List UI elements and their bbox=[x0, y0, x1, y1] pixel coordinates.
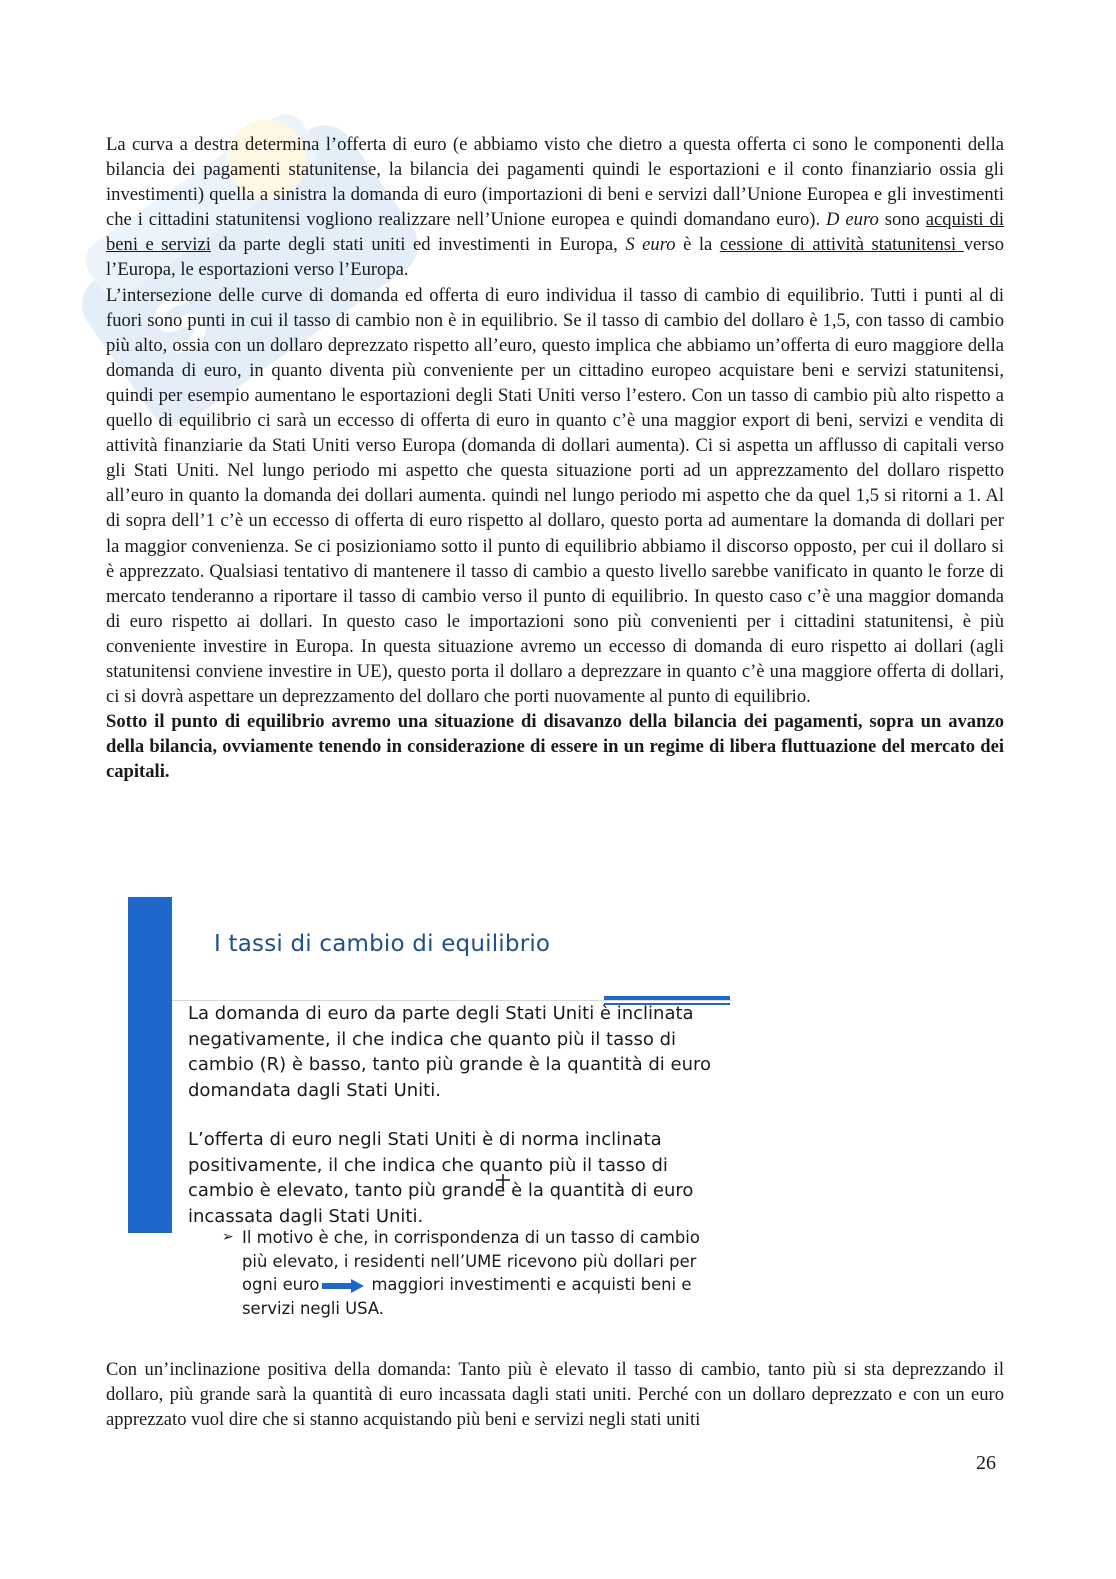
s-euro-term: S euro bbox=[625, 234, 676, 256]
right-arrow-icon bbox=[321, 1279, 365, 1293]
slide-rule-top bbox=[604, 996, 730, 1000]
slide-image bbox=[128, 897, 734, 1327]
svg-text:S: S bbox=[136, 276, 226, 373]
paragraph-1-text-c: da parte degli stati uniti ed investimenti in Europa, bbox=[210, 234, 626, 256]
slide-accent-bar bbox=[128, 897, 172, 1233]
paragraph-1-text-e: verso l’Europa, le esportazioni verso l’Europa. bbox=[106, 234, 1004, 281]
slide-paragraph-2: L’offerta di euro negli Stati Uniti è di norma inclinata positivamente, il che indica che quanto più il tasso di cambio è elevato, tanto più grande è la quantità di euro incassata dagli Stati Uniti. bbox=[188, 1129, 694, 1227]
bottom-text bbox=[106, 1357, 1004, 1432]
bullet-arrow-icon: ➢ bbox=[222, 1229, 234, 1245]
paragraph-1-text-d: è la bbox=[675, 234, 720, 256]
acquisti-underlined: acquisti di beni e servizi bbox=[106, 209, 1004, 256]
paragraph-1-text-b: sono bbox=[878, 209, 926, 231]
slide-title: I tassi di cambio di equilibrio bbox=[214, 931, 551, 957]
paragraph-3-bold: Sotto il punto di equilibrio avremo una situazione di disavanzo della bilancia dei pagamenti, sopra un avanzo della bilancia, ovviamente tenendo in considerazione di essere in un regime di libera fluttuazione del mercato dei capitali. bbox=[106, 711, 1004, 783]
slide-paragraph-1: La domanda di euro da parte degli Stati Uniti è inclinata negativamente, il che indica che quanto più il tasso di cambio (R) è basso, tanto più grande è la quantità di euro domandata dagli Stati Uniti. bbox=[188, 1003, 712, 1101]
paragraph-4: Con un’inclinazione positiva della domanda: Tanto più è elevato il tasso di cambio, tanto più si sta deprezzando il dollaro, più grande sarà la quantità di euro incassata dagli stati uniti. Perché con un dollaro deprezzato e con un euro apprezzato vuol dire che si stanno acquistando più beni e servizi negli stati uniti bbox=[106, 1359, 1004, 1431]
main-text bbox=[106, 132, 1004, 784]
bullet-text bbox=[242, 1226, 712, 1320]
paragraph-1-text-a: La curva a destra determina l’offerta di euro (e abbiamo visto che dietro a questa offerta ci sono le componenti della bilancia dei pagamenti statunitense, la bilancia dei pagamenti quindi le esportazioni e il conto finanziario ossia gli investimenti) quella a sinistra la domanda di euro (importazioni di beni e servizi dall’Unione Europea e gli investimenti che i cittadini statunitensi vogliono realizzare nell’Unione europea e quindi domandano euro). bbox=[106, 134, 1004, 231]
bullet-text-b: maggiori investimenti e acquisti beni e servizi negli USA. bbox=[242, 1275, 692, 1318]
cessione-underlined: cessione di attività statunitensi bbox=[719, 234, 964, 256]
bullet-text-a: Il motivo è che, in corrispondenza di un tasso di cambio più elevato, i residenti nell’UME ricevono più dollari per ogni euro bbox=[242, 1228, 700, 1294]
d-euro-term: D euro bbox=[826, 209, 879, 231]
paragraph-1 bbox=[106, 132, 1004, 283]
page-number: 26 bbox=[976, 1452, 996, 1474]
text-cursor-icon bbox=[494, 1173, 512, 1191]
paragraph-2: L’intersezione delle curve di domanda ed offerta di euro individua il tasso di cambio di equilibrio. Tutti i punti al di fuori sono punti in cui il tasso di cambio non è in equilibrio. Se il tasso di cambio del dollaro è 1,5, con tasso di cambio più alto, ossia con un dollaro deprezzato rispetto all’euro, questo implica che abbiamo un’offerta di euro maggiore della domanda di euro, in quanto diventa più conveniente per un cittadino europeo acquistare beni e servizi statunitensi, quindi per esempio aumentano le esportazioni degli Stati Uniti verso l’estero. Con un tasso di cambio più alto rispetto a quello di equilibrio ci sarà un eccesso di offerta di euro in quanto c’è una maggior export di beni, servizi e vendita di attività finanziarie da Stati Uniti verso Europa (domanda di dollari aumenta). Ci si aspetta un afflusso di capitali verso gli Stati Uniti. Nel lungo periodo mi aspetto che questa situazione porti ad un apprezzamento del dollaro rispetto all’euro in quanto la domanda dei dollari aumenta. quindi nel lungo periodo mi aspetto che da quel 1,5 si ritorni a 1. Al di sopra dell’1 c’è un eccesso di offerta di euro rispetto al dollaro, questo porta ad aumentare la domanda di dollari per la maggior convenienza. Se ci posizioniamo sotto il punto di equilibrio abbiamo il discorso opposto, per cui il dollaro si è apprezzato. Qualsiasi tentativo di mantenere il tasso di cambio a questo livello sarebbe vanificato in quanto le forze di mercato tenderanno a riportare il tasso di cambio verso il punto di equilibrio. In questo caso c’è una maggior domanda di euro rispetto ai dollari. In questo caso le importazioni sono più convenienti per i cittadini statunitensi, è più conveniente investire in Europa. In questa situazione avremo un eccesso di domanda di euro rispetto ai dollari (agli statunitensi conviene investire in UE), questo porta il dollaro a deprezzare in quanto c’è una maggiore offerta di dollari, ci si dovrà aspettare un deprezzamento del dollaro che porti nuovamente al punto di equilibrio. bbox=[106, 284, 1004, 708]
